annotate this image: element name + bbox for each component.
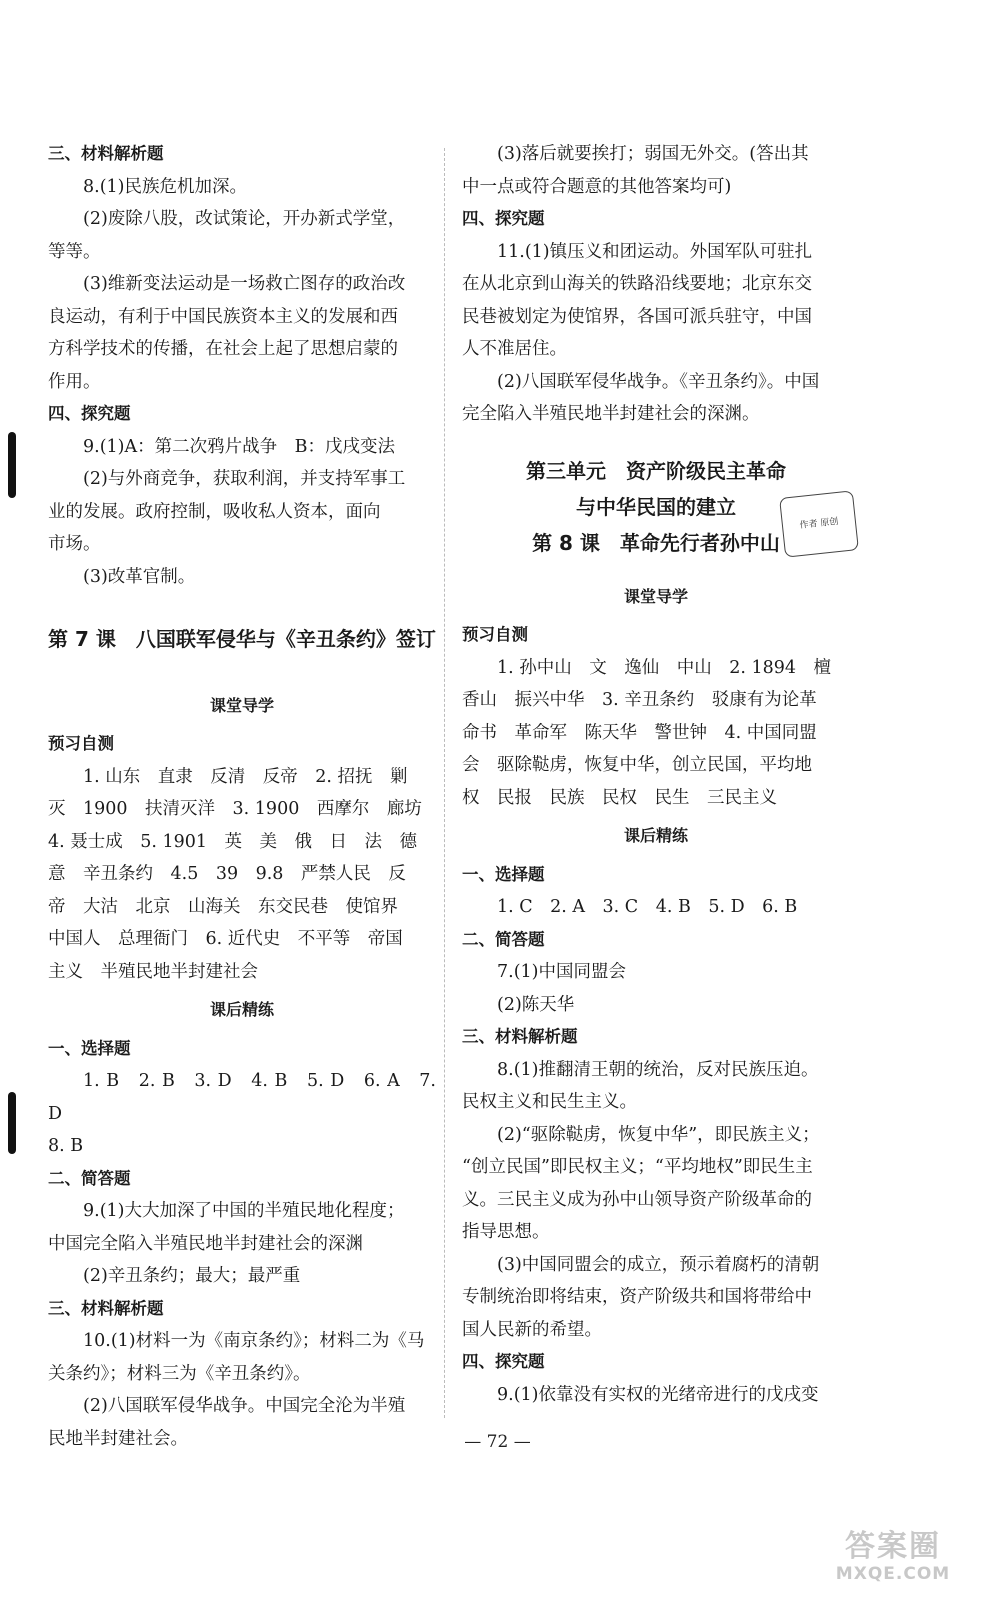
subsection-heading: 课堂导学 bbox=[623, 586, 688, 606]
answer-line: 意 辛丑条约 4.5 39 9.8 严禁人民 反 bbox=[48, 864, 406, 884]
answer-line: 8. B bbox=[48, 1136, 84, 1156]
answer-line: 完全陷入半殖民地半封建社会的深渊。 bbox=[462, 404, 760, 424]
answer-line: (2)废除八股，改试策论，开办新式学堂， bbox=[83, 209, 406, 229]
answer-line: 中国完全陷入半殖民地半封建社会的深渊 bbox=[48, 1233, 363, 1254]
answer-line: 1. B 2. B 3. D 4. B 5. D 6. A 7. D bbox=[48, 1071, 436, 1124]
answer-line: (2)八国联军侵华战争。中国完全沦为半殖 bbox=[83, 1396, 406, 1416]
lesson-title: 第 8 课 革命先行者孙中山 bbox=[532, 530, 780, 555]
answer-line: 9.(1)A：第二次鸦片战争 B：戊戌变法 bbox=[83, 436, 395, 457]
answer-line: “创立民国”即民权主义；“平均地权”即民生主 bbox=[462, 1157, 813, 1177]
right-column bbox=[462, 138, 850, 1411]
column-divider bbox=[444, 148, 445, 1418]
answer-line: 1. 山东 直隶 反清 反帝 2. 招抚 剿 bbox=[83, 766, 408, 787]
left-column bbox=[48, 138, 436, 1455]
unit-title: 与中华民国的建立 bbox=[576, 494, 736, 519]
watermark-url: MXQE.COM bbox=[835, 1564, 951, 1584]
section-heading: 三、材料解析题 bbox=[48, 1298, 164, 1318]
answer-line: (3)中国同盟会的成立，预示着腐朽的清朝 bbox=[497, 1254, 820, 1275]
answer-line: 在从北京到山海关的铁路沿线要地；北京东交 bbox=[462, 274, 812, 294]
answer-line: (3)维新变法运动是一场救亡图存的政治改 bbox=[83, 274, 406, 294]
section-heading: 一、选择题 bbox=[48, 1038, 131, 1058]
section-heading: 四、探究题 bbox=[48, 404, 131, 423]
section-heading: 四、探究题 bbox=[462, 1352, 545, 1371]
answer-line: 灭 1900 扶清灭洋 3. 1900 西摩尔 廊坊 bbox=[48, 799, 422, 819]
answer-line: 7.(1)中国同盟会 bbox=[497, 962, 626, 982]
answer-line: 市场。 bbox=[48, 534, 101, 554]
unit-title: 第三单元 资产阶级民主革命 bbox=[526, 458, 786, 483]
answer-line: (2)“驱除鞑虏，恢复中华”，即民族主义； bbox=[497, 1124, 820, 1145]
section-heading: 二、简答题 bbox=[462, 929, 545, 949]
answer-line: 权 民报 民族 民权 民生 三民主义 bbox=[462, 787, 777, 808]
answer-line: 帝 大沽 北京 山海关 东交民巷 使馆界 bbox=[48, 896, 398, 917]
answer-line: (3)改革官制。 bbox=[83, 566, 196, 587]
section-heading: 三、材料解析题 bbox=[48, 144, 164, 163]
answer-line: 人不准居住。 bbox=[462, 339, 567, 359]
section-heading: 预习自测 bbox=[48, 734, 114, 753]
answer-line: 9.(1)大大加深了中国的半殖民地化程度； bbox=[83, 1201, 405, 1221]
answer-line: 等等。 bbox=[48, 241, 101, 262]
answer-line: 作用。 bbox=[48, 371, 101, 392]
answer-line: 1. C 2. A 3. C 4. B 5. D 6. B bbox=[497, 897, 798, 917]
subsection-heading: 课堂导学 bbox=[209, 695, 274, 715]
site-watermark bbox=[808, 1530, 978, 1592]
answer-line: 会 驱除鞑虏，恢复中华，创立民国，平均地 bbox=[462, 755, 812, 775]
answer-line: 香山 振兴中华 3. 辛丑条约 驳康有为论革 bbox=[462, 690, 817, 710]
answer-line: 义。三民主义成为孙中山领导资产阶级革命的 bbox=[462, 1189, 812, 1210]
scan-mark-bottom bbox=[8, 1092, 16, 1154]
answer-line: 民权主义和民生主义。 bbox=[462, 1092, 637, 1112]
answer-line: 专制统治即将结束，资产阶级共和国将带给中 bbox=[462, 1287, 812, 1307]
answer-line: (2)八国联军侵华战争。《辛丑条约》。中国 bbox=[497, 371, 820, 392]
scan-mark-top bbox=[8, 432, 16, 498]
answer-line: (2)陈天华 bbox=[497, 994, 575, 1015]
answer-line: (2)与外商竞争，获取利润，并支持军事工 bbox=[83, 469, 406, 489]
section-heading: 三、材料解析题 bbox=[462, 1027, 578, 1046]
section-heading: 一、选择题 bbox=[462, 864, 545, 884]
answer-line: 8.(1)推翻清王朝的统治，反对民族压迫。 bbox=[497, 1059, 819, 1080]
answer-line: 10.(1)材料一为《南京条约》；材料二为《马 bbox=[83, 1331, 425, 1351]
answer-line: 命书 革命军 陈天华 警世钟 4. 中国同盟 bbox=[462, 722, 817, 743]
answer-line: 主义 半殖民地半封建社会 bbox=[48, 961, 258, 982]
section-heading: 预习自测 bbox=[462, 625, 528, 644]
answer-line: 9.(1)依靠没有实权的光绪帝进行的戊戌变 bbox=[497, 1384, 819, 1405]
page-number: — 72 — bbox=[464, 1432, 531, 1452]
answer-line: 指导思想。 bbox=[462, 1222, 550, 1242]
answer-line: 8.(1)民族危机加深。 bbox=[83, 176, 247, 197]
answer-line: (3)落后就要挨打；弱国无外交。(答出其 bbox=[497, 144, 809, 164]
section-heading: 二、简答题 bbox=[48, 1168, 131, 1188]
subsection-heading: 课后精练 bbox=[623, 826, 688, 845]
watermark-logo: 答案圈 bbox=[845, 1529, 941, 1564]
author-stamp bbox=[779, 490, 859, 557]
stamp-text: 作者 原创 bbox=[799, 516, 839, 531]
answer-line: 良运动，有利于中国民族资本主义的发展和西 bbox=[48, 306, 398, 327]
answer-line: (2)辛丑条约；最大；最严重 bbox=[83, 1266, 301, 1286]
subsection-heading: 课后精练 bbox=[209, 1000, 274, 1019]
answer-line: 1. 孙中山 文 逸仙 中山 2. 1894 檀 bbox=[497, 657, 832, 678]
answer-line: 关条约》；材料三为《辛丑条约》。 bbox=[48, 1363, 311, 1384]
answer-line: 中国人 总理衙门 6. 近代史 不平等 帝国 bbox=[48, 929, 403, 949]
answer-line: 民巷被划定为使馆界，各国可派兵驻守，中国 bbox=[462, 306, 812, 327]
answer-line: 4. 聂士成 5. 1901 英 美 俄 日 法 德 bbox=[48, 831, 418, 852]
answer-line: 民地半封建社会。 bbox=[48, 1428, 188, 1449]
section-heading: 四、探究题 bbox=[462, 209, 545, 228]
lesson-title: 第 7 课 八国联军侵华与《辛丑条约》签订 bbox=[48, 627, 436, 651]
answer-line: 业的发展。政府控制，吸收私人资本，面向 bbox=[48, 501, 381, 522]
answer-line: 国人民新的希望。 bbox=[462, 1319, 602, 1340]
answer-line: 11.(1)镇压义和团运动。外国军队可驻扎 bbox=[497, 241, 813, 262]
answer-line: 方科学技术的传播，在社会上起了思想启蒙的 bbox=[48, 339, 398, 359]
answer-line: 中一点或符合题意的其他答案均可) bbox=[462, 176, 732, 197]
